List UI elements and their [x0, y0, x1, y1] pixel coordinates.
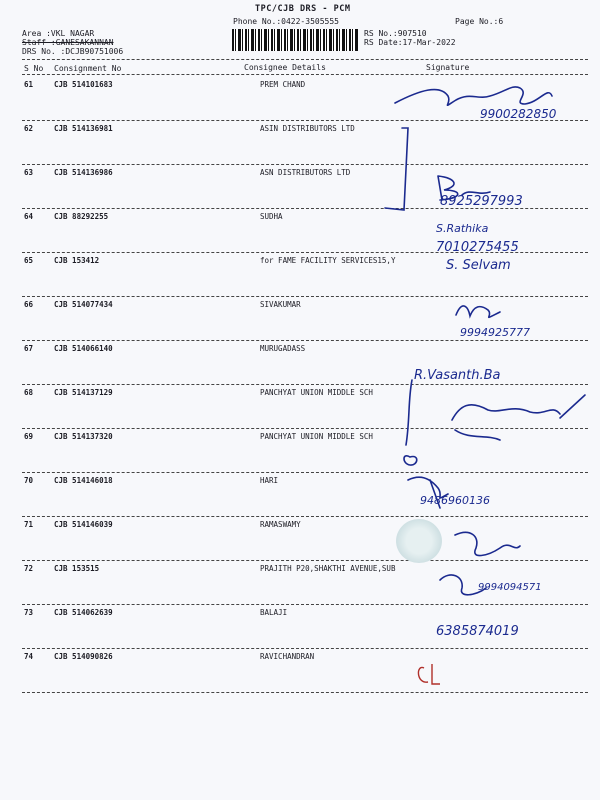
drs-number: DRS No. :DCJB90751006: [22, 47, 124, 56]
row-consignment-no: CJB 153412: [54, 256, 100, 265]
rs-number: RS No.:907510: [364, 29, 427, 38]
row-consignment-no: CJB 514090826: [54, 652, 113, 661]
row-sno: 72: [24, 564, 34, 573]
row-sno: 63: [24, 168, 34, 177]
row-consignee: BALAJI: [260, 608, 288, 617]
water-stain: [396, 519, 442, 563]
signature-66: [456, 306, 500, 317]
rs-date: RS Date:17-Mar-2022: [364, 38, 456, 47]
row-sno: 66: [24, 300, 34, 309]
column-header-signature: Signature: [426, 63, 470, 72]
row-sno: 69: [24, 432, 34, 441]
signature-71: [455, 532, 520, 555]
row-sno: 73: [24, 608, 34, 617]
row-consignment-no: CJB 514136986: [54, 168, 113, 177]
row-consignment-no: CJB 514137129: [54, 388, 113, 397]
row-consignment-no: CJB 514136981: [54, 124, 113, 133]
row-consignee: PANCHYAT UNION MIDDLE SCH: [260, 432, 373, 441]
handwritten-phone-66: 9994925777: [460, 326, 530, 339]
row-consignment-no: CJB 514066140: [54, 344, 113, 353]
row-sno: 65: [24, 256, 34, 265]
handwritten-phone-61: 9900282850: [480, 107, 557, 121]
row-sno: 74: [24, 652, 34, 661]
row-sno: 68: [24, 388, 34, 397]
row-sno: 61: [24, 80, 34, 89]
handwritten-phone-73: 6385874019: [436, 624, 519, 639]
row-consignee: ASIN DISTRIBUTORS LTD: [260, 124, 355, 133]
row-consignment-no: CJB 514077434: [54, 300, 113, 309]
phone-number: Phone No.:0422-3505555: [233, 17, 339, 26]
bracket-62-63: [385, 128, 408, 210]
handwritten-phone-64: 7010275455: [436, 240, 519, 255]
row-consignee: RAMASWAMY: [260, 520, 301, 529]
handwritten-phone-72: 9994094571: [478, 582, 542, 593]
row-consignee: SUDHA: [260, 212, 283, 221]
row-sno: 70: [24, 476, 34, 485]
row-consignment-no: CJB 153515: [54, 564, 100, 573]
handwritten-name-67: R.Vasanth.Ba: [414, 368, 501, 383]
signature-69: [452, 405, 560, 440]
row-sno: 67: [24, 344, 34, 353]
page-title: TPC/CJB DRS - PCM: [255, 4, 351, 14]
handwritten-name-64: S.Rathika: [436, 222, 489, 235]
circle-69: [404, 456, 417, 465]
area-label: Area :VKL NAGAR: [22, 29, 95, 38]
staff-label: Staff :GANESAKANNAN: [22, 38, 114, 47]
handwritten-name-65: S. Selvam: [446, 258, 511, 273]
row-consignment-no: CJB 514062639: [54, 608, 113, 617]
row-consignee: for FAME FACILITY SERVICES15,Y: [260, 256, 396, 265]
row-sno: 71: [24, 520, 34, 529]
row-consignment-no: CJB 514146039: [54, 520, 113, 529]
column-header-consignment: Consignment No: [54, 64, 122, 73]
row-consignment-no: CJB 514146018: [54, 476, 113, 485]
row-consignment-no: CJB 514137320: [54, 432, 113, 441]
handwritten-phone-63: 8925297993: [440, 194, 523, 209]
row-consignee: HARI: [260, 476, 279, 485]
row-consignee: SIVAKUMAR: [260, 300, 301, 309]
row-consignee: PRAJITH P20,SHAKTHI AVENUE,SUB: [260, 564, 396, 573]
row-consignment-no: CJB 514101683: [54, 80, 113, 89]
row-consignee: MURUGADASS: [260, 344, 306, 353]
signature-61: [395, 87, 552, 105]
column-header-sno: S No: [24, 64, 44, 73]
row-consignment-no: CJB 88292255: [54, 212, 109, 221]
row-consignee: ASN DISTRIBUTORS LTD: [260, 168, 351, 177]
row-sno: 62: [24, 124, 34, 133]
column-header-consignee: Consignee Details: [244, 63, 326, 72]
row-consignee: RAVICHANDRAN: [260, 652, 315, 661]
row-sno: 64: [24, 212, 34, 221]
row-consignee: PANCHYAT UNION MIDDLE SCH: [260, 388, 373, 397]
row-consignee: PREM CHAND: [260, 80, 306, 89]
red-mark-74: [418, 664, 440, 684]
bracket-67-69: [406, 380, 412, 445]
handwritten-phone-70: 9486960136: [420, 494, 490, 507]
slash-mark: [560, 395, 585, 418]
page-number: Page No.:6: [455, 17, 504, 26]
